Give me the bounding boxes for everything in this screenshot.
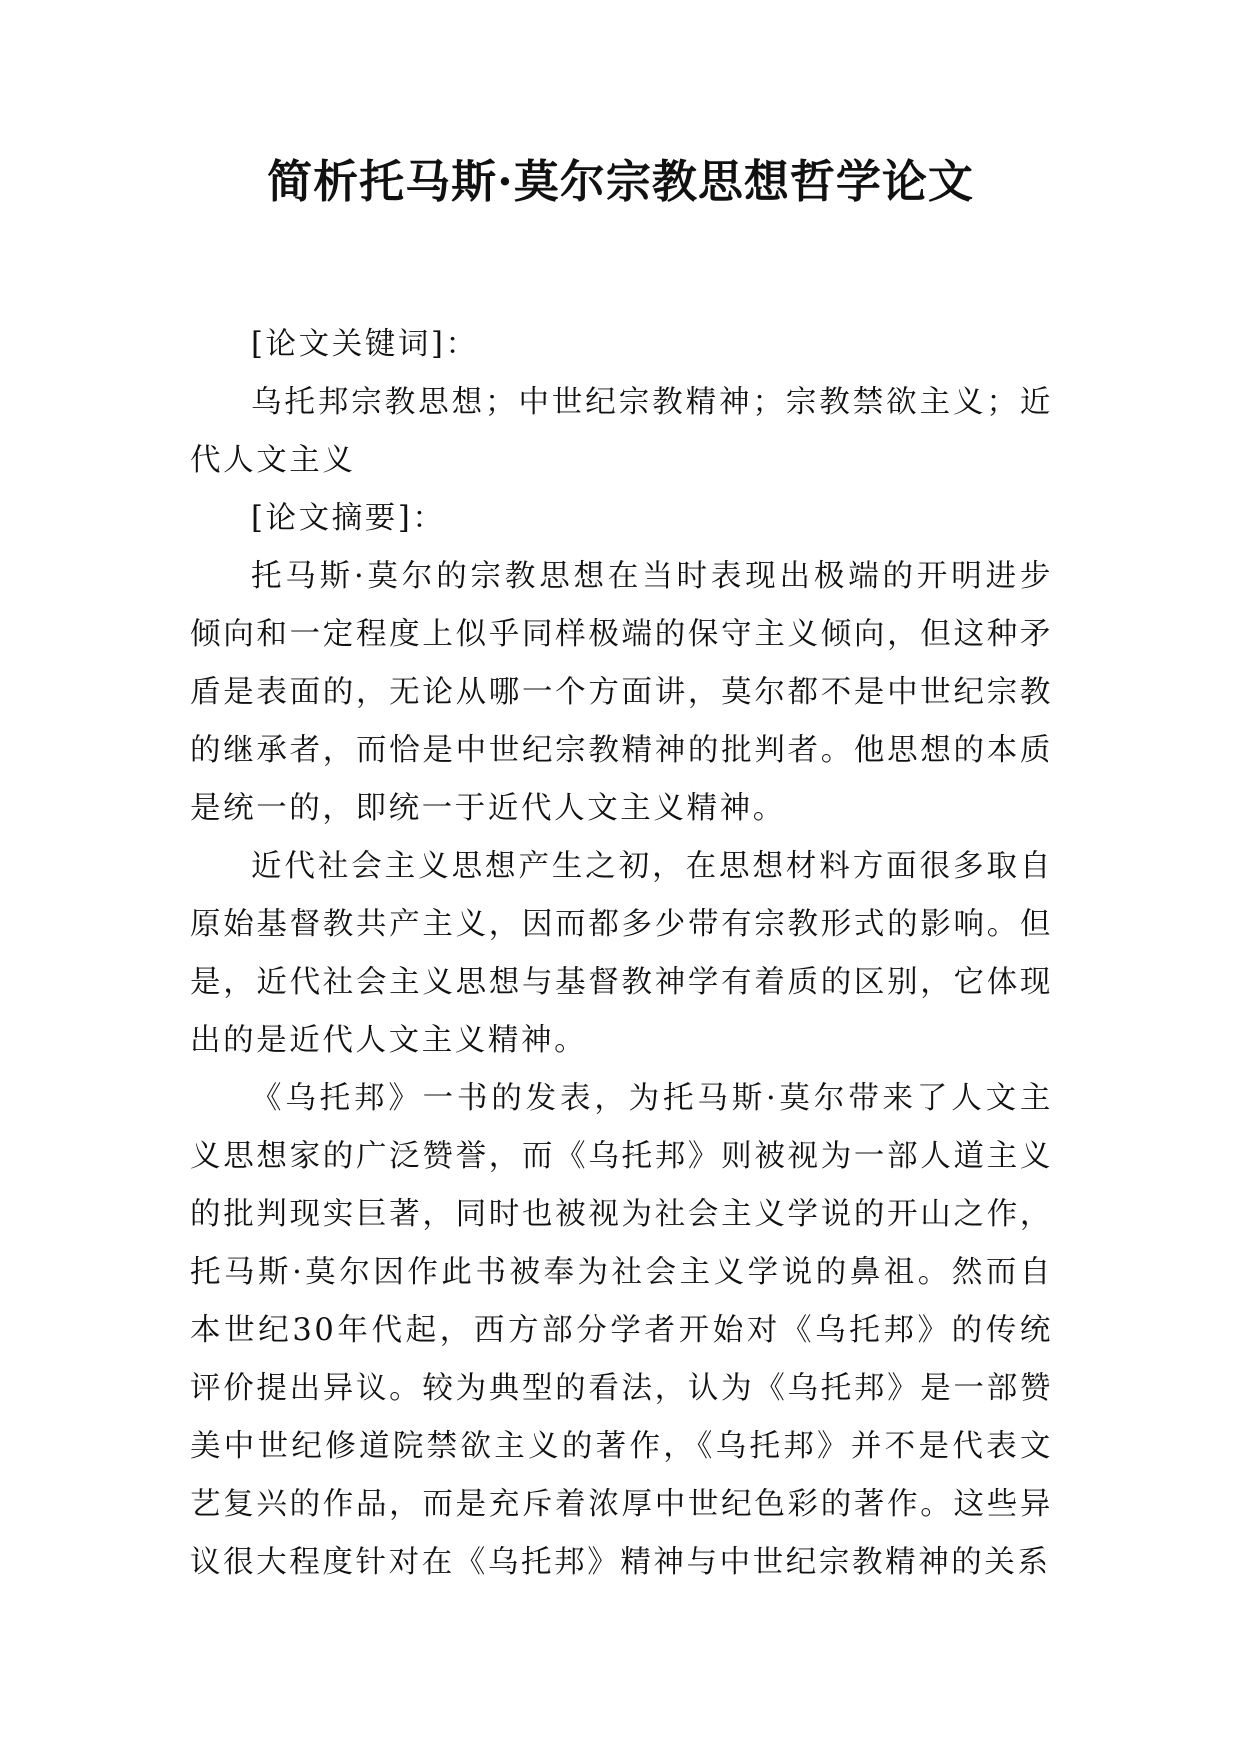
document-body — [190, 316, 1053, 1592]
paragraph: 《乌托邦》一书的发表，为托马斯·莫尔带来了人文主义思想家的广泛赞誉，而《乌托邦》则被视为一部人道主义的批判现实巨著，同时也被视为社会主义学说的开山之作，托马斯·莫尔因作此书被奉为社会主义学说的鼻祖。然而自本世纪30年代起，西方部分学者开始对《乌托邦》的传统评价提出异议。较为典型的看法，认为《乌托邦》是一部赞美中世纪修道院禁欲主义的著作，《乌托邦》并不是代表文艺复兴的作品，而是充斥着浓厚中世纪色彩的著作。这些异议很大程度针对在《乌托邦》精神与中世纪宗教精神的关系 — [190, 1081, 1053, 1580]
paragraph: 托马斯·莫尔的宗教思想在当时表现出极端的开明进步倾向和一定程度上似乎同样极端的保守主义倾向，但这种矛盾是表面的，无论从哪一个方面讲，莫尔都不是中世纪宗教的继承者，而恰是中世纪宗教精神的批判者。他思想的本质是统一的，即统一于近代人文主义精神。 — [190, 559, 1053, 826]
keywords-label: [论文关键词]： — [251, 327, 479, 362]
keywords-text: 乌托邦宗教思想；中世纪宗教精神；宗教禁欲主义；近代人文主义 — [190, 385, 1053, 478]
paragraph: 近代社会主义思想产生之初，在思想材料方面很多取自原始基督教共产主义，因而都多少带有宗教形式的影响。但是，近代社会主义思想与基督教神学有着质的区别，它体现出的是近代人文主义精神。 — [190, 849, 1053, 1058]
document-title: 简析托马斯·莫尔宗教思想哲学论文 — [267, 155, 974, 208]
abstract-label: [论文摘要]： — [251, 501, 446, 536]
